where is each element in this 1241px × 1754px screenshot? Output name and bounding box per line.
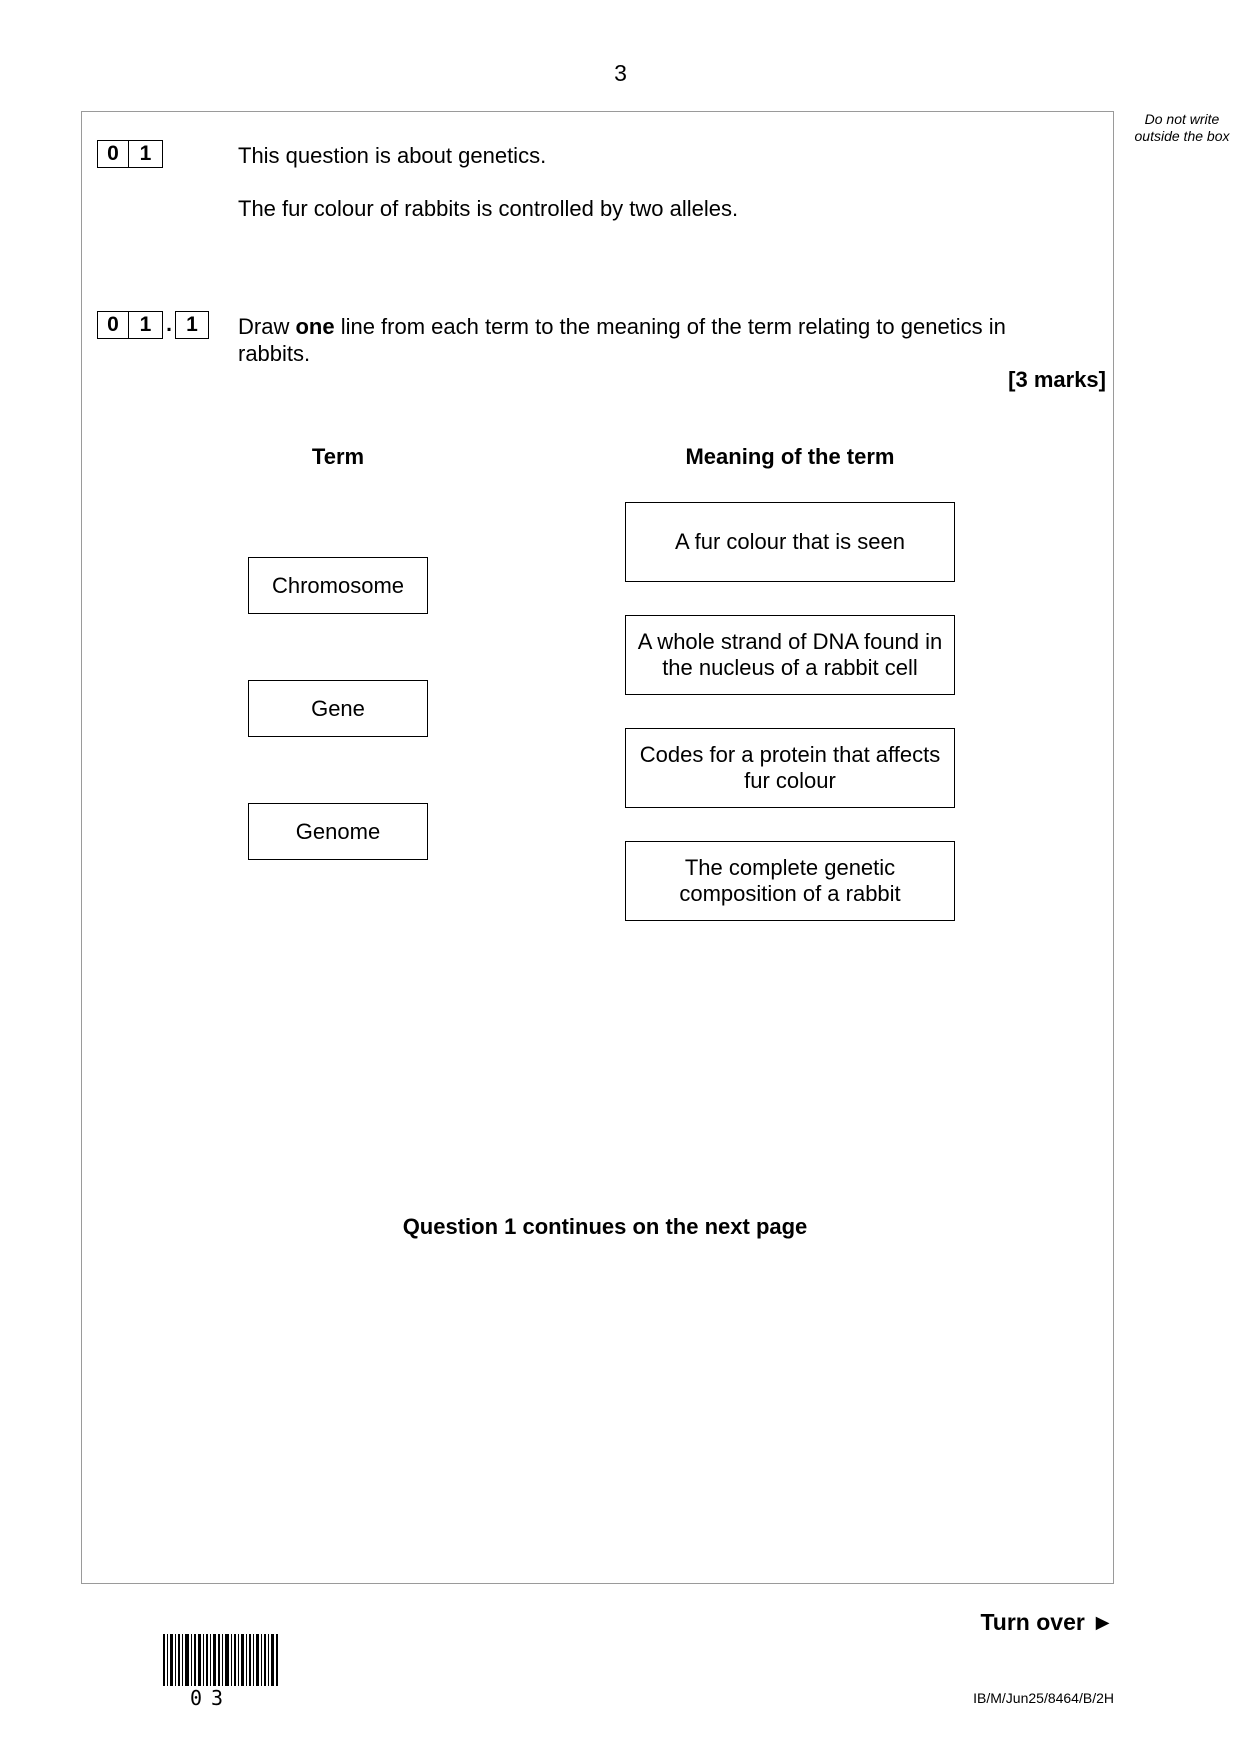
subquestion-part-digit: 1 bbox=[175, 311, 209, 339]
instruction-text: line from each term to the meaning of the term relating to genetics in rabbits. bbox=[238, 314, 1006, 366]
question-context: The fur colour of rabbits is controlled by two alleles. bbox=[238, 196, 739, 221]
barcode-number: 03 bbox=[190, 1686, 233, 1710]
term-box-gene[interactable]: Gene bbox=[248, 680, 428, 737]
barcode-icon bbox=[163, 1634, 278, 1686]
turn-over-label: Turn over ► bbox=[980, 1609, 1114, 1635]
question-digit: 1 bbox=[129, 140, 163, 168]
subquestion-number bbox=[97, 311, 209, 339]
question-number bbox=[97, 140, 163, 168]
margin-note: Do not write outside the box bbox=[1134, 111, 1230, 144]
question-digit: 0 bbox=[97, 140, 129, 168]
term-box-genome[interactable]: Genome bbox=[248, 803, 428, 860]
meaning-box-phenotype[interactable]: A fur colour that is seen bbox=[625, 502, 955, 582]
meaning-box-chromosome[interactable]: A whole strand of DNA found in the nucleus of a rabbit cell bbox=[625, 615, 955, 695]
subquestion-digit: 1 bbox=[129, 311, 163, 339]
question-intro: This question is about genetics. bbox=[238, 143, 547, 168]
meaning-box-genome[interactable]: The complete genetic composition of a rabbit bbox=[625, 841, 955, 921]
instruction-emphasis: one bbox=[295, 314, 335, 339]
subquestion-instruction bbox=[238, 313, 1028, 367]
term-box-chromosome[interactable]: Chromosome bbox=[248, 557, 428, 614]
marks-label: [3 marks] bbox=[1008, 367, 1106, 392]
term-heading: Term bbox=[311, 444, 365, 469]
instruction-text: Draw bbox=[238, 314, 296, 339]
paper-reference: IB/M/Jun25/8464/B/2H bbox=[973, 1690, 1114, 1706]
meaning-heading: Meaning of the term bbox=[685, 444, 895, 469]
continuation-note: Question 1 continues on the next page bbox=[402, 1214, 808, 1239]
page-number: 3 bbox=[614, 60, 627, 86]
meaning-box-gene[interactable]: Codes for a protein that affects fur colour bbox=[625, 728, 955, 808]
subquestion-digit: 0 bbox=[97, 311, 129, 339]
subquestion-dot: . bbox=[166, 313, 172, 336]
